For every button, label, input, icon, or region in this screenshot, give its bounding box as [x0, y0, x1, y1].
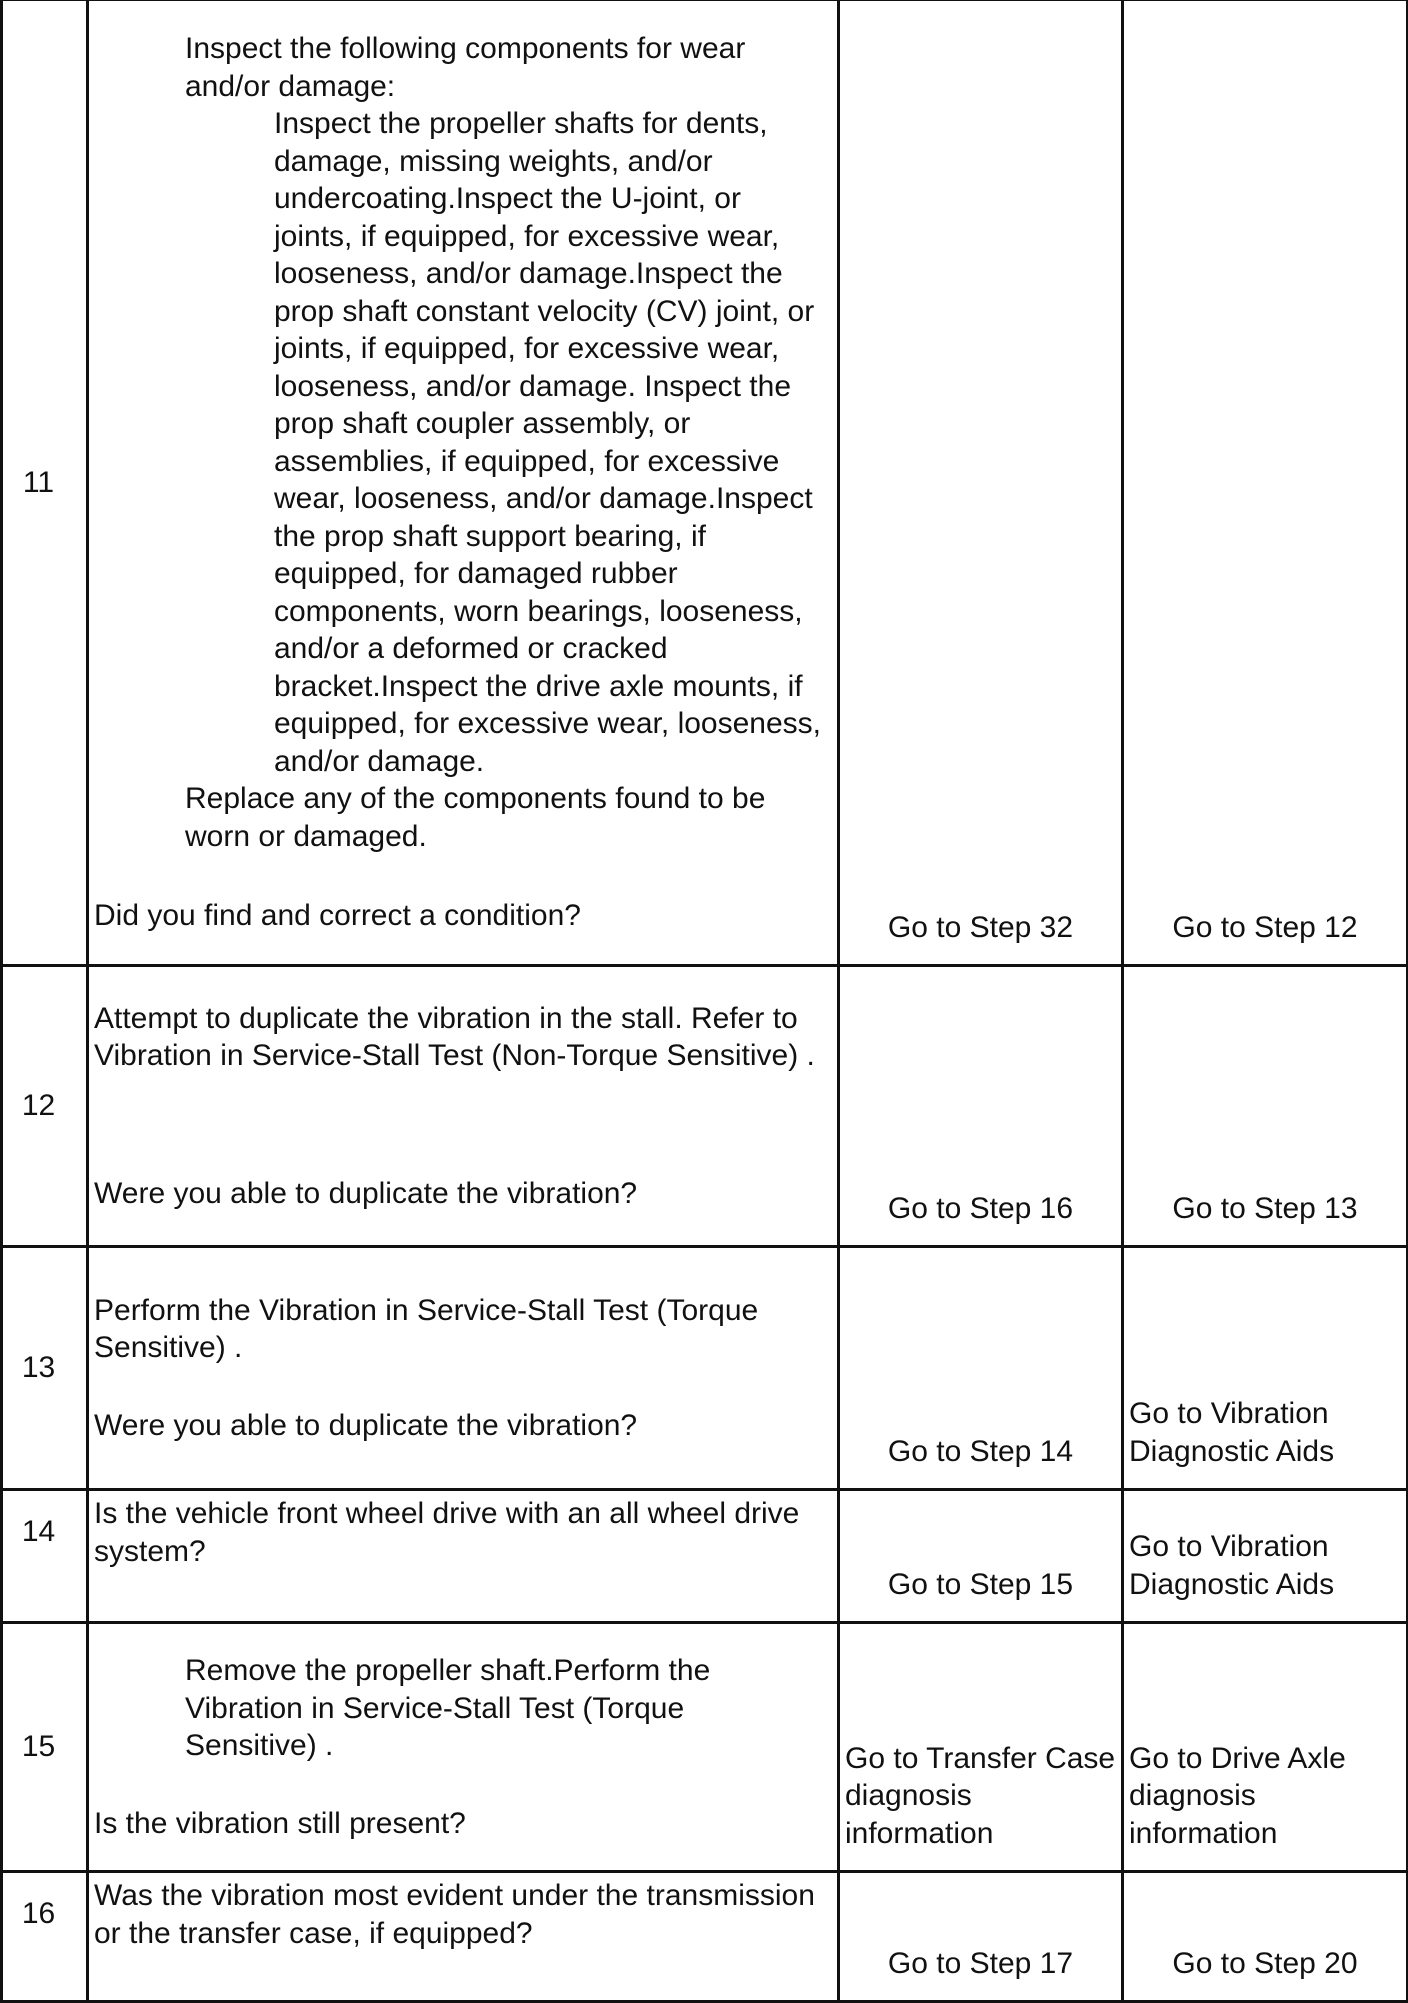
yes-cell: Go to Step 15: [839, 1490, 1123, 1623]
question-text: Were you able to duplicate the vibration?: [94, 1176, 638, 1210]
step-number: 12: [2, 966, 88, 1247]
action-text: Remove the propeller shaft.Perform the Vibration in Service-Stall Test (Torque Sensitive) .: [185, 1654, 711, 1762]
action-cell: [88, 966, 839, 1247]
question-text: Was the vibration most evident under the transmission or the transfer case, if equipped?: [94, 1879, 815, 1950]
action-cell: [88, 1872, 839, 2002]
no-cell: Go to Vibration Diagnostic Aids: [1123, 1247, 1408, 1490]
step-number: 13: [2, 1247, 88, 1490]
action-text: Attempt to duplicate the vibration in the stall. Refer to Vibration in Service-Stall Test (Non-Torque Sensitive) .: [94, 1001, 815, 1073]
action-cell: [88, 1490, 839, 1623]
no-cell: Go to Step 20: [1123, 1872, 1408, 2002]
step-number: 11: [2, 0, 88, 966]
yes-cell: Go to Step 16: [839, 966, 1123, 1247]
question-text: Did you find and correct a condition?: [94, 899, 581, 933]
step-number: 16: [2, 1872, 88, 2002]
yes-cell: Go to Step 14: [839, 1247, 1123, 1490]
action-intro: Inspect the following components for wear and/or damage:: [185, 32, 746, 103]
table-row-step-15: [2, 1623, 1408, 1872]
action-cell: [88, 1623, 839, 1872]
no-cell: Go to Vibration Diagnostic Aids: [1123, 1490, 1408, 1623]
action-cell: [88, 1247, 839, 1490]
yes-cell: Go to Step 32: [839, 0, 1123, 966]
table-row-step-11: [2, 0, 1408, 966]
step-number: 14: [2, 1490, 88, 1623]
step-number: 15: [2, 1623, 88, 1872]
no-cell: Go to Step 12: [1123, 0, 1408, 966]
no-cell: Go to Step 13: [1123, 966, 1408, 1247]
table-row-step-16: [2, 1872, 1408, 2002]
question-text: Were you able to duplicate the vibration?: [94, 1408, 638, 1442]
action-cell: [88, 0, 839, 966]
no-cell: Go to Drive Axle diagnosis information: [1123, 1623, 1408, 1872]
table-row-step-12: [2, 966, 1408, 1247]
table-row-step-14: [2, 1490, 1408, 1623]
table-row-step-13: [2, 1247, 1408, 1490]
question-text: Is the vibration still present?: [94, 1806, 466, 1840]
action-detail: Inspect the propeller shafts for dents, damage, missing weights, and/or undercoating.Inspect the U-joint, or joints, if equipped, for excessive wear, looseness, and/or damage.Inspect the prop shaft constant velocity (CV) joint, or joints, if equipped, for excessive wear, looseness, and/or damage. Inspect the prop shaft coupler assembly, or assemblies, if equipped, for excessive wear, looseness, and/or damage.Inspect the prop shaft support bearing, if equipped, for damaged rubber components, worn bearings, looseness, and/or a deformed or cracked bracket.Inspect the drive axle mounts, if equipped, for excessive wear, looseness, and/or damage.: [274, 107, 821, 778]
yes-cell: Go to Transfer Case diagnosis information: [839, 1623, 1123, 1872]
action-outro: Replace any of the components found to be worn or damaged.: [185, 782, 766, 853]
action-text: Perform the Vibration in Service-Stall Test (Torque Sensitive) .: [94, 1293, 759, 1365]
question-text: Is the vehicle front wheel drive with an all wheel drive system?: [94, 1497, 800, 1568]
yes-cell: Go to Step 17: [839, 1872, 1123, 2002]
